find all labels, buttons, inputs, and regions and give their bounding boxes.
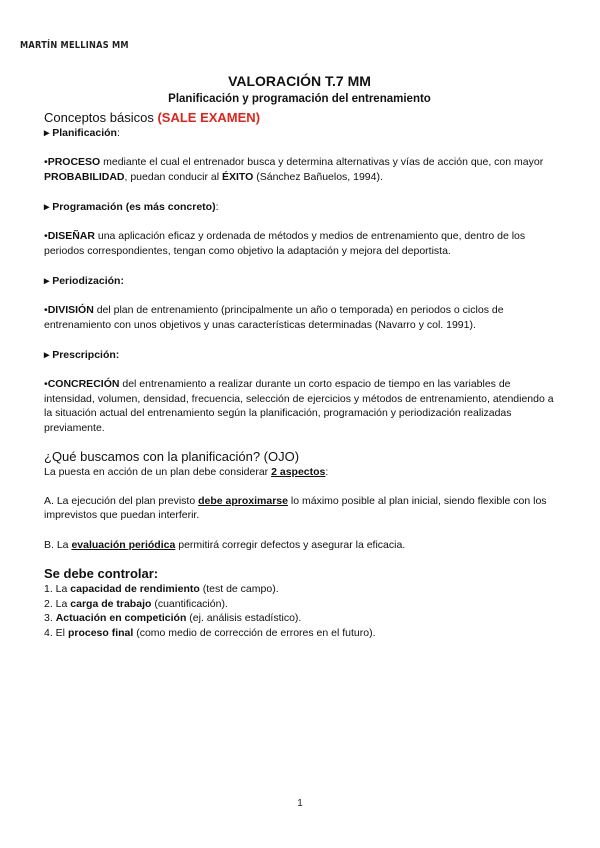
question-intro: La puesta en acción de un plan debe considerar 2 aspectos: xyxy=(44,466,329,478)
author-header: MARTÍN MELLINAS MM xyxy=(20,40,129,51)
planificacion-definition: •PROCESO mediante el cual el entrenador busca y determina alternativas y vías de acción que, con mayor PROBABILIDAD, puedan conducir al ÉXITO (Sánchez Bañuelos, 1994). xyxy=(44,156,544,183)
programacion-definition: •DISEÑAR una aplicación eficaz y ordenada de métodos y medios de entrenamiento que, dentro de los periodos correspondientes, tengan como objetivo la adaptación y mejora del deportista. xyxy=(44,230,526,257)
keyword: Actuación en competición xyxy=(55,612,187,624)
prescripcion-definition: •CONCRECIÓN del entrenamiento a realizar durante un corto espacio de tiempo en las variables de intensidad, volumen, densidad, frecuencia, selección de ejercicios y métodos de entrenamiento, atendiendo a la situación actual del entrenamiento según la planificación, programación y periodización realizadas previamente. xyxy=(44,378,554,434)
prescripcion-label: ▸ Prescripción: xyxy=(44,349,120,361)
control-item-2: 2. La carga de trabajo (cuantificación). xyxy=(44,597,228,610)
keyword: DIVISIÓN xyxy=(47,304,94,316)
bullet: • xyxy=(44,230,48,242)
control-item-4: 4. El proceso final (como medio de corrección de errores en el futuro). xyxy=(44,626,376,639)
concepts-heading-text: Conceptos básicos xyxy=(44,110,154,125)
keyword: CONCRECIÓN xyxy=(47,378,120,390)
keyword: debe aproximarse xyxy=(198,494,288,507)
bullet: • xyxy=(44,156,48,168)
keyword: carga de trabajo xyxy=(70,597,152,610)
document-subtitle: Planificación y programación del entrenamiento xyxy=(168,93,431,105)
keyword: PROBABILIDAD xyxy=(44,170,125,183)
aspect-b: B. La evaluación periódica permitirá corregir defectos y asegurar la eficacia. xyxy=(44,538,406,551)
keyword: evaluación periódica xyxy=(71,538,176,551)
control-heading: Se debe controlar: xyxy=(44,566,159,581)
document-page xyxy=(44,72,555,640)
keyword: DISEÑAR xyxy=(47,230,95,242)
exam-tag: (SALE EXAMEN) xyxy=(157,110,261,125)
keyword: 2 aspectos xyxy=(271,466,326,478)
document-title: VALORACIÓN T.7 MM xyxy=(228,73,371,89)
planificacion-label: ▸ Planificación: xyxy=(44,127,120,139)
keyword: capacidad de rendimiento xyxy=(70,583,200,595)
control-item-1: 1. La capacidad de rendimiento (test de campo). xyxy=(44,583,279,595)
page-number: 1 xyxy=(297,798,303,809)
bullet: • xyxy=(44,378,48,390)
keyword: PROCESO xyxy=(47,156,101,168)
periodizacion-definition: •DIVISIÓN del plan de entrenamiento (principalmente un año o temporada) en periodos o ciclos de entrenamiento con unos objetivos y unas características determinadas (Navarro y col. 1991). xyxy=(44,304,504,331)
concepts-heading xyxy=(44,110,555,126)
bullet: • xyxy=(44,304,48,316)
question-heading: ¿Qué buscamos con la planificación? (OJO) xyxy=(44,449,300,464)
programacion-label: ▸ Programación (es más concreto): xyxy=(44,201,219,213)
keyword: proceso final xyxy=(67,626,134,639)
control-item-3: 3. Actuación en competición (ej. análisis estadístico). xyxy=(44,612,302,624)
keyword: ÉXITO xyxy=(221,170,254,183)
aspect-a: A. La ejecución del plan previsto debe aproximarse lo máximo posible al plan inicial, siendo flexible con los imprevistos que puedan interferir. xyxy=(44,494,547,521)
periodizacion-label: ▸ Periodización: xyxy=(44,275,124,287)
